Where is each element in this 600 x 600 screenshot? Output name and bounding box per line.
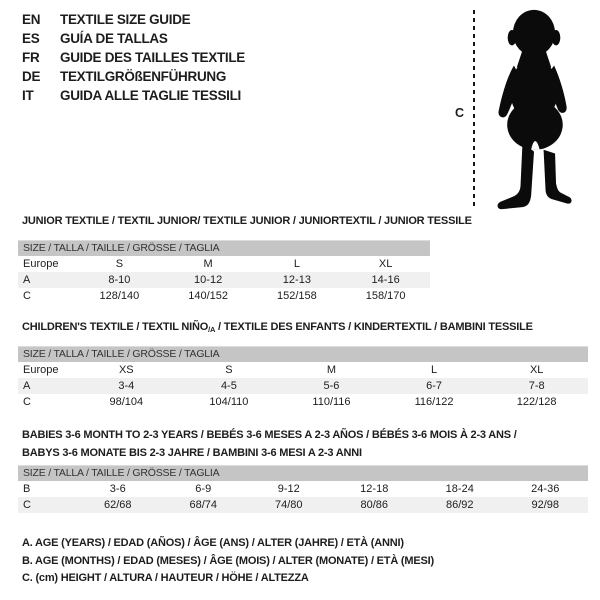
size-cell: S (225, 364, 233, 376)
size-cell: 12-13 (282, 274, 311, 286)
size-cell: 104/110 (209, 396, 249, 408)
size-cell: 5-6 (323, 380, 340, 392)
size-cell: 4-5 (220, 380, 237, 392)
size-cell: 140/152 (188, 290, 228, 302)
size-header-bar: SIZE / TALLA / TAILLE / GRÖSSE / TAGLIA (18, 466, 588, 481)
row-label: A (23, 380, 31, 392)
size-cell: L (293, 258, 300, 270)
babies-title-line1: BABIES 3-6 MONTH TO 2-3 YEARS / BEBÉS 3-6 MESES A 2-3 AÑOS / BÉBÉS 3-6 MOIS À 2-3 ANS / (22, 429, 517, 441)
size-cell: XS (118, 364, 134, 376)
size-cell: M (203, 258, 213, 270)
table-row-europe (18, 362, 588, 378)
size-cell: 92/98 (531, 499, 560, 511)
table-row-height (18, 394, 588, 410)
size-cell: 152/158 (276, 290, 317, 302)
children-title-subscript: /A (208, 325, 216, 334)
language-code: EN (22, 12, 41, 27)
height-dashed-line (473, 10, 475, 207)
row-label: Europe (23, 258, 59, 270)
table-row-europe (18, 256, 430, 272)
language-code: ES (22, 31, 40, 46)
legend-note-b: B. AGE (MONTHS) / EDAD (MESES) / ÂGE (MOIS) / ALTER (MONATE) / ETÀ (MESI) (22, 554, 434, 567)
language-code: IT (22, 88, 34, 103)
language-label: GUÍA DE TALLAS (60, 31, 168, 46)
row-label: C (23, 290, 31, 302)
size-cell: 18-24 (445, 483, 474, 495)
size-cell: 158/170 (365, 290, 406, 302)
language-item (22, 48, 245, 67)
children-title-prefix: CHILDREN'S TEXTILE / TEXTIL NIÑO (22, 321, 209, 333)
language-list (22, 10, 245, 105)
size-cell: 10-12 (194, 274, 223, 286)
language-code: FR (22, 50, 40, 65)
table-row-height (18, 497, 588, 513)
children-table-title (22, 321, 533, 334)
size-cell: 68/74 (189, 499, 218, 511)
size-cell: XL (529, 364, 544, 376)
size-cell: M (326, 364, 337, 376)
language-label: TEXTILE SIZE GUIDE (60, 12, 191, 27)
children-title-suffix: / TEXTILE DES ENFANTS / KINDERTEXTIL / BAMBINI TESSILE (215, 321, 533, 333)
junior-size-table (18, 240, 430, 304)
size-header-bar: SIZE / TALLA / TAILLE / GRÖSSE / TAGLIA (18, 347, 588, 362)
children-size-table (18, 346, 588, 410)
language-item (22, 29, 245, 48)
babies-table-title (22, 426, 517, 462)
size-cell: 80/86 (360, 499, 389, 511)
size-cell: 7-8 (528, 380, 545, 392)
size-cell: 6-9 (195, 483, 212, 495)
language-item (22, 86, 245, 105)
language-label: GUIDE DES TAILLES TEXTILE (60, 50, 246, 65)
size-cell: 14-16 (371, 274, 400, 286)
legend (22, 535, 434, 588)
language-label: TEXTILGRÖßENFÜHRUNG (60, 69, 227, 84)
table-row-age (18, 378, 588, 394)
table-row-age-months (18, 481, 588, 497)
babies-title-line2: BABYS 3-6 MONATE BIS 2-3 JAHRE / BAMBINI 3-6 MESI A 2-3 ANNI (22, 447, 362, 459)
size-cell: 62/68 (103, 499, 132, 511)
height-measure-label: C (455, 106, 465, 120)
size-cell: 74/80 (274, 499, 303, 511)
language-label: GUIDA ALLE TAGLIE TESSILI (60, 88, 241, 103)
junior-table-title: JUNIOR TEXTILE / TEXTIL JUNIOR/ TEXTILE JUNIOR / JUNIORTEXTIL / JUNIOR TESSILE (22, 215, 472, 227)
size-cell: S (115, 258, 124, 270)
language-item (22, 67, 245, 86)
legend-note-a: A. AGE (YEARS) / EDAD (AÑOS) / ÂGE (ANS) / ALTER (JAHRE) / ETÀ (ANNI) (22, 537, 404, 549)
row-label: B (23, 483, 31, 495)
size-cell: L (431, 364, 438, 376)
table-row-height (18, 288, 430, 304)
size-cell: 6-7 (426, 380, 443, 392)
size-cell: 9-12 (277, 483, 300, 495)
row-label: C (23, 499, 31, 511)
row-label: A (23, 274, 31, 286)
babies-size-table (18, 465, 588, 513)
standing-baby-silhouette-icon (483, 8, 585, 211)
size-cell: 3-4 (118, 380, 135, 392)
size-cell: 24-36 (531, 483, 560, 495)
language-item (22, 10, 245, 29)
table-row-age (18, 272, 430, 288)
size-cell: 98/104 (109, 396, 144, 408)
legend-note-c: C. (cm) HEIGHT / ALTURA / HAUTEUR / HÖHE / ALTEZZA (22, 572, 309, 584)
size-cell: 116/122 (414, 396, 454, 408)
size-cell: 3-6 (109, 483, 126, 495)
row-label: Europe (23, 364, 59, 376)
language-code: DE (22, 69, 41, 84)
size-cell: 110/116 (312, 396, 351, 408)
size-header-bar: SIZE / TALLA / TAILLE / GRÖSSE / TAGLIA (18, 241, 430, 256)
size-cell: XL (378, 258, 393, 270)
size-cell: 122/128 (516, 396, 557, 408)
size-cell: 8-10 (108, 274, 131, 286)
size-cell: 128/140 (99, 290, 140, 302)
row-label: C (23, 396, 31, 408)
size-cell: 86/92 (445, 499, 474, 511)
size-cell: 12-18 (360, 483, 389, 495)
